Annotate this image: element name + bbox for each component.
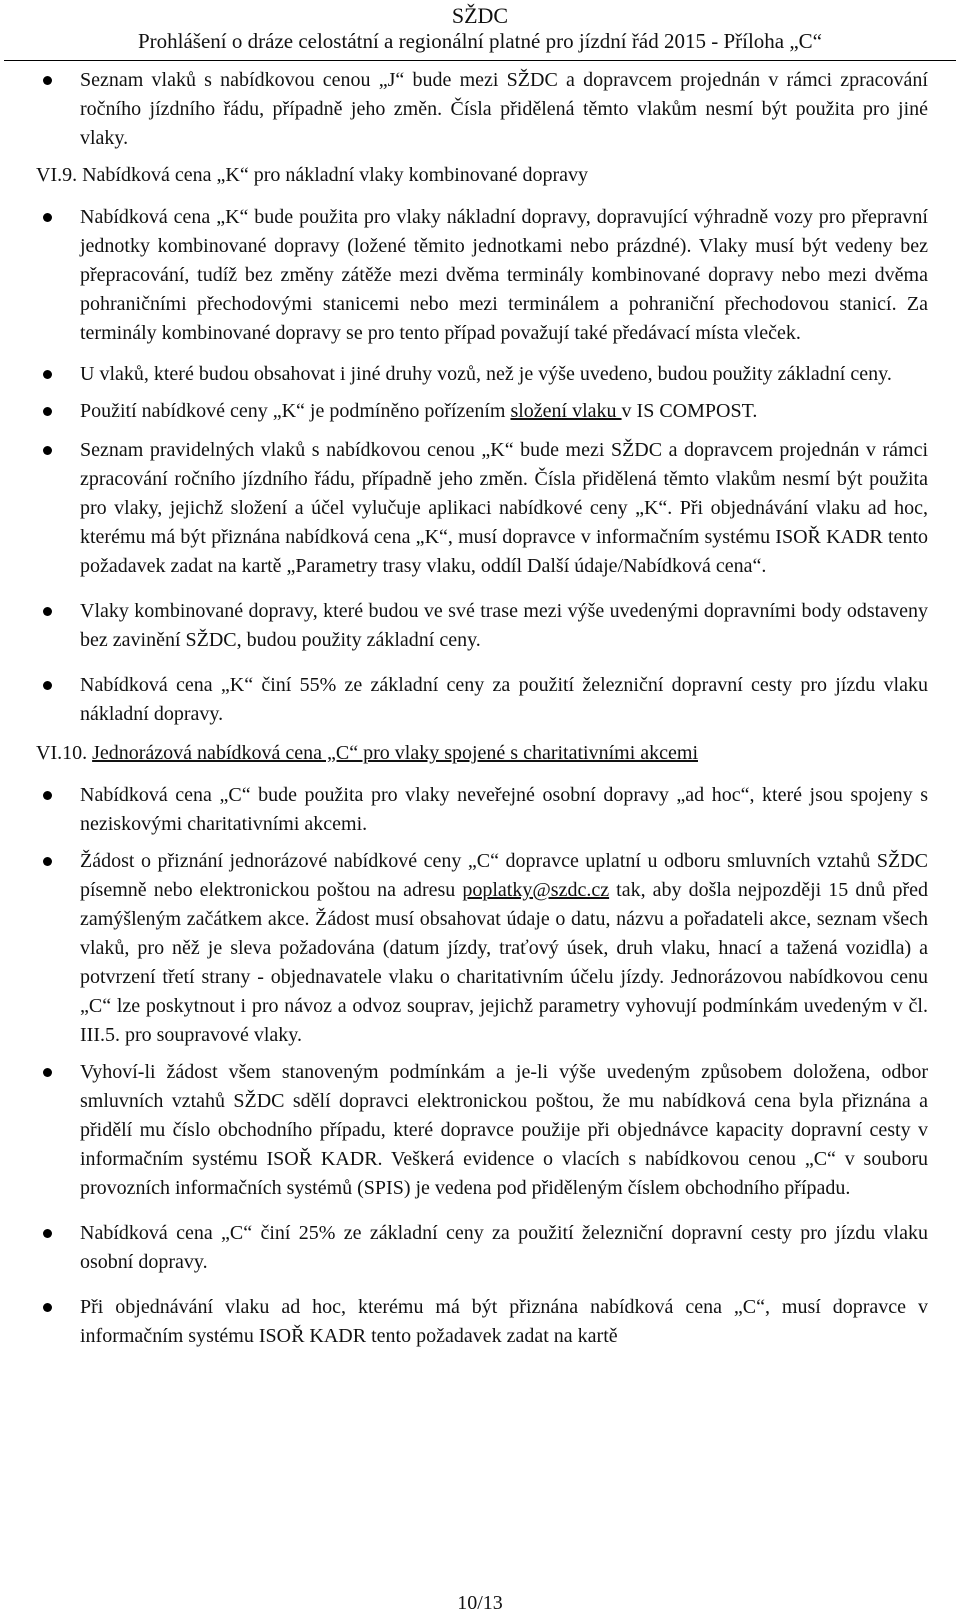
bullet-icon bbox=[43, 1068, 52, 1077]
list-item bbox=[80, 397, 928, 426]
section-number: VI.9. bbox=[36, 164, 78, 186]
list-item-text: Použití nabídkové ceny „K“ je podmíněno pořízením bbox=[80, 400, 511, 422]
section-heading-vi10 bbox=[36, 739, 960, 768]
bullet-icon bbox=[43, 607, 52, 616]
list-item-text: Nabídková cena „C“ bude použita pro vlaky neveřejné osobní dopravy „ad hoc“, které jsou spojeny s neziskovými charitativními akcemi. bbox=[80, 784, 928, 835]
list-item-text: Nabídková cena „C“ činí 25% ze základní ceny za použití železniční dopravní cesty pro jízdu vlaku osobní dopravy. bbox=[80, 1222, 928, 1273]
list-item bbox=[80, 66, 928, 153]
section-number: VI.10. bbox=[36, 742, 88, 764]
list-item-text: Nabídková cena „K“ bude použita pro vlaky nákladní dopravy, dopravující výhradně vozy pro přepravní jednotky kombinované dopravy (ložené těmito jednotkami nebo prázdné). Vlaky musí být vedeny bez přepracování, tudíž bez změny zátěže mezi dvěma terminály kombinované dopravy nebo mezi dvěma pohraničními přechodovými stanicemi nebo mezi terminálem a pohraniční přechodovou stanicí. Za terminály kombinované dopravy se pro tento případ považují také předávací místa vleček. bbox=[80, 206, 928, 344]
bullet-icon bbox=[43, 76, 52, 85]
header-divider bbox=[4, 60, 956, 61]
underlined-term: složení vlaku bbox=[510, 400, 622, 422]
list-item-text: U vlaků, které budou obsahovat i jiné druhy vozů, než je výše uvedeno, budou použity základní ceny. bbox=[80, 363, 892, 385]
bullet-icon bbox=[43, 446, 52, 455]
list-item bbox=[80, 436, 928, 581]
page-number: 10/13 bbox=[457, 1592, 503, 1614]
email-link[interactable]: poplatky@szdc.cz bbox=[462, 879, 610, 901]
bullet-icon bbox=[43, 791, 52, 800]
section-title: Jednorázová nabídková cena „C“ pro vlaky spojené s charitativními akcemi bbox=[92, 742, 698, 764]
list-item-text: Vyhoví-li žádost všem stanoveným podmínkám a je-li výše uvedeným způsobem doložena, odbor smluvních vztahů SŽDC sdělí dopravci elektronickou poštou, že mu nabídková cena byla přiznána a přidělí mu číslo obchodního případu, které dopravce použije při objednávce kapacity dopravní cesty v informačním systému ISOŘ KADR. Veškerá evidence o vlacích s nabídkovou cenou „C“ v souboru provozních informačních systémů (SPIS) je vedena pod přiděleným číslem obchodního případu. bbox=[80, 1061, 928, 1199]
list-item bbox=[80, 1293, 928, 1351]
list-item-text: Seznam vlaků s nabídkovou cenou „J“ bude mezi SŽDC a dopravcem projednán v rámci zpracování ročního jízdního řádu, případně jeho změn. Čísla přidělená těmto vlakům nesmí být použita pro jiné vlaky. bbox=[80, 69, 928, 149]
list-item bbox=[80, 847, 928, 1050]
list-item bbox=[80, 671, 928, 729]
list-item-text: Žádost o přiznání jednorázové nabídkové ceny „C“ dopravce uplatní u odboru smluvních vztahů SŽDC písemně nebo elektronickou poštou na adresu bbox=[80, 850, 928, 901]
list-item-text: Vlaky kombinované dopravy, které budou ve své trase mezi výše uvedenými dopravními body odstaveny bez zavinění SŽDC, budou použity základní ceny. bbox=[80, 600, 928, 651]
section-vi9-list bbox=[0, 203, 960, 729]
list-item-text: v IS COMPOST. bbox=[621, 400, 758, 422]
bullet-icon bbox=[43, 213, 52, 222]
intro-list bbox=[0, 66, 960, 153]
page-header bbox=[0, 0, 960, 61]
bullet-icon bbox=[43, 370, 52, 379]
list-item-text: Seznam pravidelných vlaků s nabídkovou cenou „K“ bude mezi SŽDC a dopravcem projednán v rámci zpracování ročního jízdního řádu, případně jeho změn. Čísla přidělená těmto vlakům nesmí být použita pro vlaky, jejichž složení a účel vylučuje aplikaci nabídkové ceny „K“. Při objednávání vlaku ad hoc, kterému má být přiznána nabídková cena „K“, musí dopravce v informačním systému ISOŘ KADR tento požadavek zadat na kartě „Parametry trasy vlaku, oddíl Další údaje/Nabídková cena“. bbox=[80, 439, 928, 577]
bullet-icon bbox=[43, 857, 52, 866]
list-item bbox=[80, 1058, 928, 1203]
list-item-text: Nabídková cena „K“ činí 55% ze základní ceny za použití železniční dopravní cesty pro jízdu vlaku nákladní dopravy. bbox=[80, 674, 928, 725]
header-organization: SŽDC bbox=[451, 3, 509, 28]
list-item-text: Při objednávání vlaku ad hoc, kterému má být přiznána nabídková cena „C“, musí dopravce v informačním systému ISOŘ KADR tento požadavek zadat na kartě bbox=[80, 1296, 928, 1347]
document-body bbox=[0, 66, 960, 1351]
section-vi10-list bbox=[0, 781, 960, 1351]
list-item bbox=[80, 360, 928, 389]
list-item bbox=[80, 781, 928, 839]
bullet-icon bbox=[43, 407, 52, 416]
list-item-text: tak, aby došla nejpozději 15 dnů před zamýšleným začátkem akce. Žádost musí obsahovat údaje o datu, názvu a pořadateli akce, seznam všech vlaků, pro něž je sleva požadována (datum jízdy, traťový úsek, druh vlaku, hnací a tažená vozidla) a potvrzení třetí strany - objednavatele vlaku o charitativním účelu jízdy. Jednorázovou nabídkovou cenu „C“ lze poskytnout i pro návoz a odvoz souprav, jejichž parametry vyhovují podmínkám uvedeným v čl. III.5. pro soupravové vlaky. bbox=[80, 879, 928, 1046]
bullet-icon bbox=[43, 681, 52, 690]
bullet-icon bbox=[43, 1303, 52, 1312]
section-title: Nabídková cena „K“ pro nákladní vlaky kombinované dopravy bbox=[82, 164, 589, 186]
header-subtitle: Prohlášení o dráze celostátní a regionální platné pro jízdní řád 2015 - Příloha „C“ bbox=[137, 29, 823, 53]
section-heading-vi9 bbox=[36, 161, 960, 190]
list-item bbox=[80, 203, 928, 348]
list-item bbox=[80, 597, 928, 655]
list-item bbox=[80, 1219, 928, 1277]
bullet-icon bbox=[43, 1229, 52, 1238]
